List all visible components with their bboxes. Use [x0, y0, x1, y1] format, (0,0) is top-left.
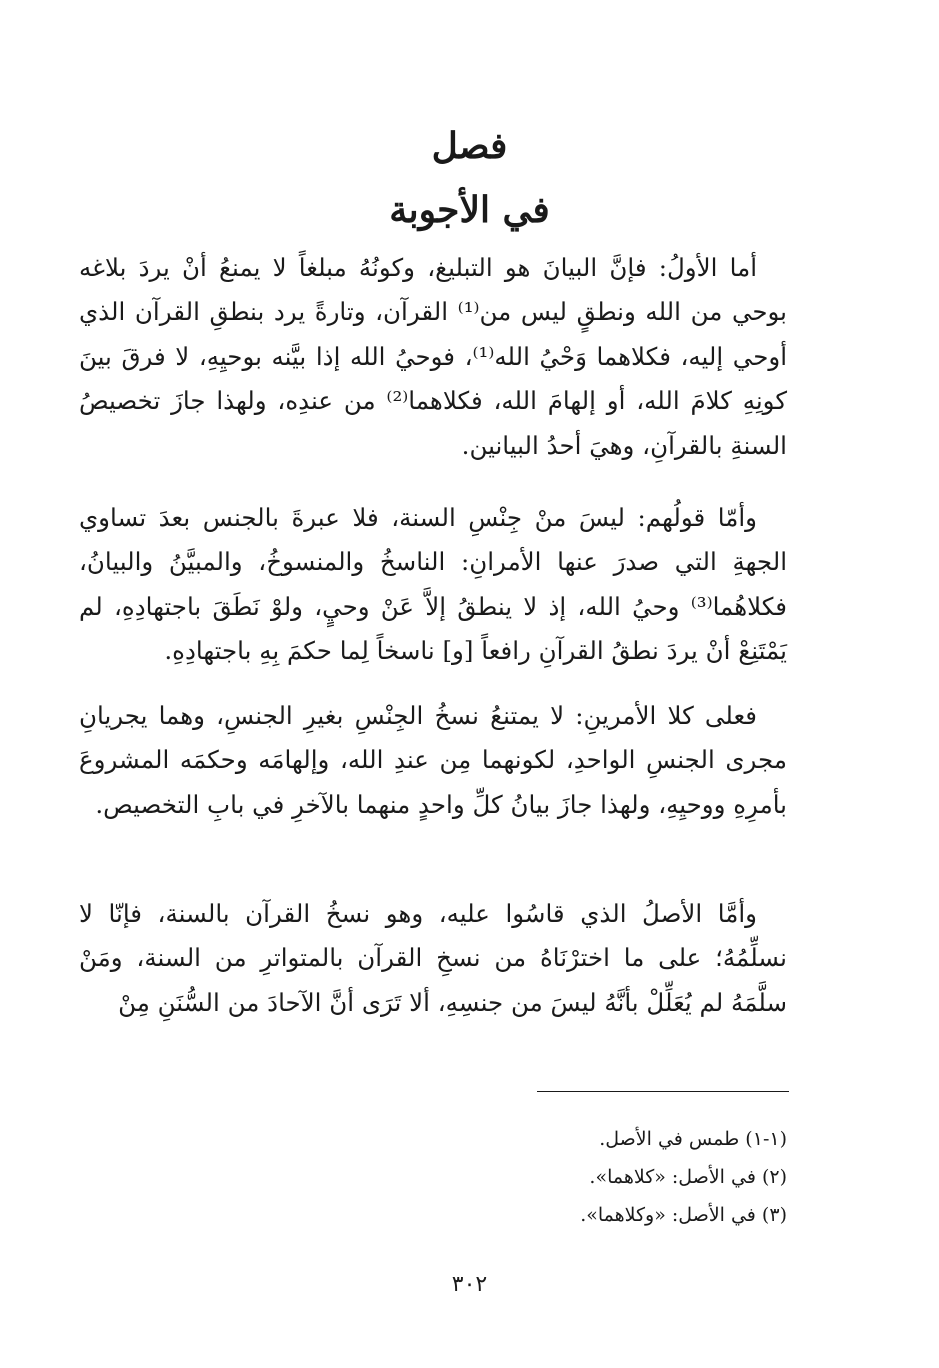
footnote-separator: [537, 1091, 789, 1092]
paragraph-2: وأمّا قولُهم: ليسَ منْ جِنْسِ السنة، فلا عبرةَ بالجنس بعدَ تساوي الجهةِ التي صدرَ عنها الأمرانِ: الناسخُ والمنسوخُ، والمبيَّنُ والبيانُ، فكلاهُما⁽³⁾ وحيُ الله، إذ لا ينطقُ إلاَّ عَنْ وحيٍ، ولوْ نَطَقَ باجتهادِهِ، لم يَمْتَنِعْ أنْ يردَ نطقُ القرآنِ رافعاً [و] ناسخاً لِما حكمَ بِهِ باجتهادِهِ.: [79, 503, 787, 666]
paragraph-1: أما الأولُ: فإنَّ البيانَ هو التبليغ، وكونُهُ مبلغاً لا يمنعُ أنْ يردَ بلاغه بوحي من الله ونطقٍ ليس من⁽¹⁾ القرآن، وتارةً يرد بنطقِ القرآن الذي أوحي إليه، فكلاهما وَحْيُ الله⁽¹⁾، فوحيُ الله إذا بيَّنه بوحيِهِ، لا فرقَ بينَ كونِهِ كلامَ الله، أو إلهامَ الله، فكلاهما⁽²⁾ من عندِه، ولهذا جازَ تخصيصُ السنةِ بالقرآنِ، وهيَ أحدُ البيانين.: [79, 253, 788, 460]
chapter-heading: فصل: [431, 125, 508, 167]
chapter-subheading: في الأجوبة: [389, 189, 550, 231]
footnote-2: (٢) في الأصل: «كلاهما».: [589, 1166, 787, 1188]
footnote-1: (١-١) طمس في الأصل.: [599, 1128, 787, 1150]
paragraph-3: فعلى كلا الأمرينِ: لا يمتنعُ نسخُ الجِنْسِ بغيرِ الجنسِ، وهما يجريانِ مجرى الجنسِ الواحدِ، لكونهما مِن عندِ الله، وإلهامَه وحكمَه المشروعَ بأمرِهِ ووحيِهِ، ولهذا جازَ بيانُ كلِّ واحدٍ منهما بالآخرِ في بابِ التخصيص.: [79, 701, 787, 819]
footnotes: [367, 1120, 787, 1234]
paragraph-4: وأمَّا الأصلُ الذي قاسُوا عليه، وهو نسخُ القرآن بالسنة، فإنّا لا نسلِّمُهُ؛ على ما اخترْنَاهُ من نسخِ القرآن بالمتواترِ من السنة، ومَنْ سلَّمَهُ لم يُعَلِّلْ بأنَّهُ ليسَ من جنسِهِ، ألا تَرَى أنَّ الآحادَ من السُّنَنِ مِنْ: [79, 899, 787, 1017]
footnote-3: (٣) في الأصل: «وكلاهما».: [580, 1204, 787, 1226]
page-number: ٣٠٢: [451, 1272, 488, 1297]
